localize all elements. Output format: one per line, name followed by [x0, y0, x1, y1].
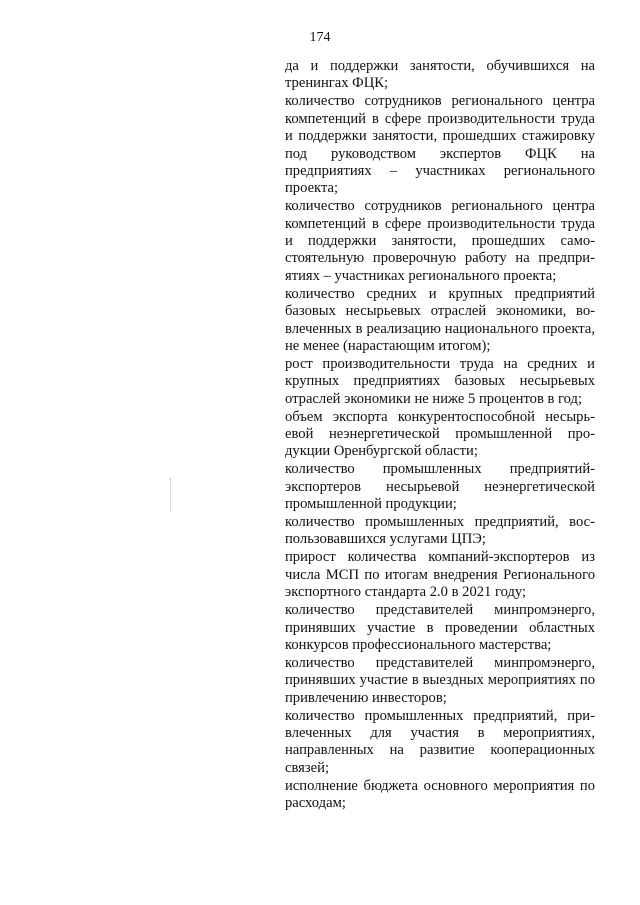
list-item: да и поддержки занятости, обучившихся на тренингах ФЦК; [285, 58, 595, 92]
list-item: количество средних и крупных предприятий базовых несырьевых отраслей экономики, вовлеченных в реализацию национального проекта, не менее (нарастающим итогом); [285, 285, 595, 354]
list-item: рост производительности труда на средних и крупных предприятиях базовых несырьевых отраслей экономики не ниже 5 процентов в год; [285, 355, 595, 407]
list-item: количество сотрудников регионального центра компетенций в сфере производительности труда и поддержки занятости, прошедших самостоятельную проверочную работу на предприятиях – участниках регионального проекта; [285, 198, 595, 284]
indicator-list [285, 58, 595, 813]
margin-mark [170, 478, 172, 512]
list-item: объем экспорта конкурентоспособной несырьевой неэнергетической промышленной продукции Оренбургской области; [285, 408, 595, 460]
list-item: количество промышленных предприятий-экспортеров несырьевой неэнергетической промышленной продукции; [285, 461, 595, 513]
list-item: количество промышленных предприятий, привлеченных для участия в мероприятиях, направленных на развитие кооперационных связей; [285, 707, 595, 776]
page-number: 174 [309, 30, 331, 45]
list-item: прирост количества компаний-экспортеров из числа МСП по итогам внедрения Регионального экспортного стандарта 2.0 в 2021 году; [285, 549, 595, 601]
list-item: количество сотрудников регионального центра компетенций в сфере производительности труда и поддержки занятости, прошедших стажировку под руководством экспертов ФЦК на предприятиях – участниках регионального проекта; [285, 93, 595, 197]
list-item: количество представителей минпромэнерго, принявших участие в проведении областных конкурсов профессионального мастерства; [285, 602, 595, 653]
list-item: исполнение бюджета основного мероприятия по расходам; [285, 777, 595, 812]
list-item: количество представителей минпромэнерго, принявших участие в выездных мероприятиях по привлечению инвесторов; [285, 654, 595, 706]
list-item: количество промышленных предприятий, воспользовавшихся услугами ЦПЭ; [285, 514, 595, 548]
